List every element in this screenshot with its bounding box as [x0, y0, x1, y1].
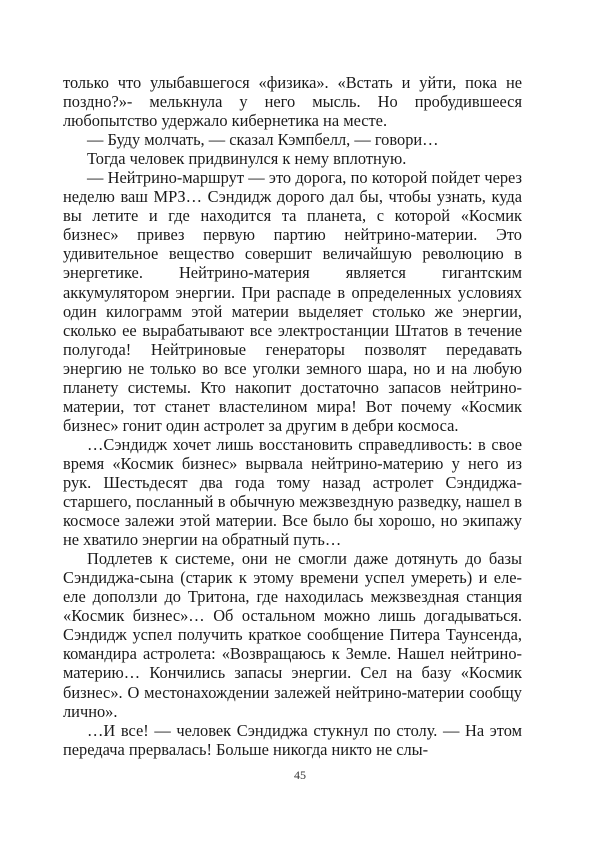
paragraph-5: …Сэндидж хочет лишь восстановить справедливость: в свое время «Космик бизнес» вырвала нейтрино-материю у него из рук. Шестьдесят два года тому назад астролет Сэндиджа-старшего, посланный в обычную межзвездную разведку, нашел в космосе залежи этой материи. Все было бы хорошо, но экипажу не хватило энергии на обратный путь…	[63, 434, 522, 550]
paragraph-7: …И все! — человек Сэндиджа стукнул по столу. — На этом передача прервалась! Больше никогда никто не слы-	[63, 720, 522, 759]
page-body	[63, 73, 522, 759]
page-number: 45	[294, 768, 306, 782]
paragraph-1: только что улыбавшегося «физика». «Встать и уйти, пока не поздно?»- мелькнула у него мысль. Но пробудившееся любопытство удержало кибернетика на месте.	[63, 73, 522, 131]
paragraph-6: Подлетев к системе, они не смогли даже дотянуть до базы Сэндиджа-сына (старик к этому времени успел умереть) и еле-еле доползли до Тритона, где находилась межзвездная станция «Космик бизнес»… Об остальном можно лишь догадываться. Сэндидж успел получить краткое сообщение Питера Таунсенда, командира астролета: «Возвращаюсь к Земле. Нашел нейтрино-материю… Кончились запасы энергии. Сел на базу «Космик бизнес». О местонахождении залежей нейтрино-материи сообщу лично».	[63, 549, 522, 721]
paragraph-3: Тогда человек придвинулся к нему вплотную.	[87, 149, 407, 169]
paragraph-4: — Нейтрино-маршрут — это дорога, по которой пойдет через неделю ваш МРЗ… Сэндидж дорого дал бы, чтобы узнать, куда вы летите и где находится та планета, с которой «Космик бизнес» привез первую партию нейтрино-материи. Это удивительное вещество совершит величайшую революцию в энергетике. Нейтрино-материя является гигантским аккумулятором энергии. При распаде в определенных условиях один килограмм этой материи выделяет столько же энергии, сколько ее вырабатывают все электростанции Штатов в течение полугода! Нейтриновые генераторы позволят передавать энергию не только во все уголки земного шара, но и на любую планету системы. Кто накопит достаточно запасов нейтрино-материи, тот станет властелином мира! Вот почему «Космик бизнес» гонит один астролет за другим в дебри космоса.	[63, 168, 522, 435]
paragraph-2: — Буду молчать, — сказал Кэмпбелл, — говори…	[87, 130, 439, 150]
